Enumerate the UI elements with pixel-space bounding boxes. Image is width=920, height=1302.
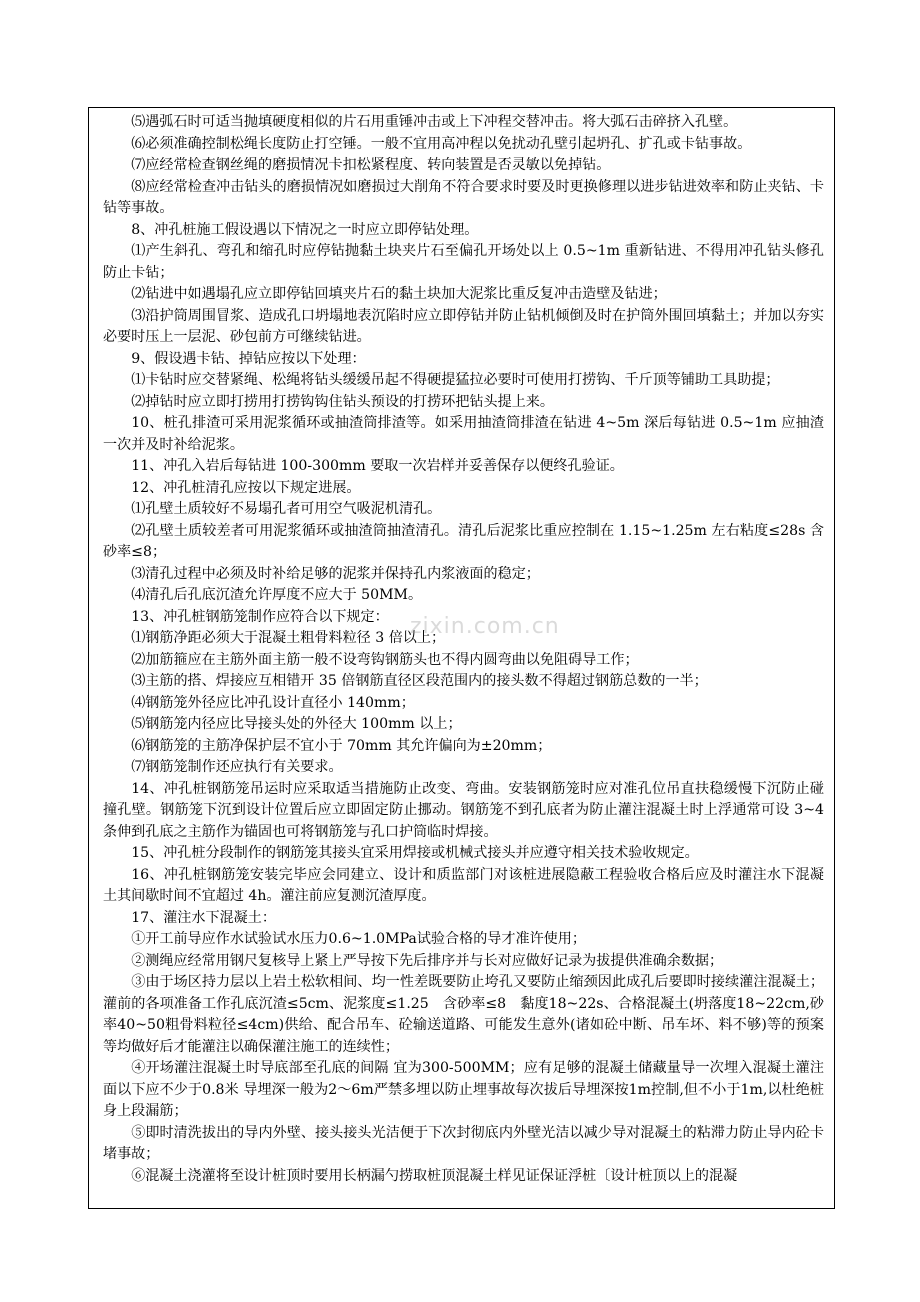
paragraph: ⑺应经常检查钢丝绳的磨损情况卡扣松紧程度、转向装置是否灵敏以免掉钻。 xyxy=(131,157,611,173)
paragraph: ⑹必须准确控制松绳长度防止打空锤。一般不宜用高冲程以免扰动孔壁引起坍孔、扩孔或卡钻事故。 xyxy=(131,135,752,152)
paragraph: ⑴钢筋净距必须大于混凝土粗骨料粒径 3 倍以上； xyxy=(131,630,446,646)
paragraph: 13、冲孔桩钢筋笼制作应符合以下规定： xyxy=(131,608,389,625)
paragraph: ⑵孔壁土质较差者可用泥浆循环或抽渣筒抽渣清孔。清孔后泥浆比重应控制在 1.15~1.25m 左右粘度≤28s 含砂率≤8； xyxy=(103,522,824,560)
paragraph: ⑹钢筋笼的主筋净保护层不宜小于 70mm 其允许偏向为±20mm； xyxy=(131,737,552,754)
paragraph: ⑴孔壁土质较好不易塌孔者可用空气吸泥机清孔。 xyxy=(131,501,442,517)
paragraph: ⑥混凝土浇灌将至设计桩顶时要用长柄漏勺捞取桩顶混凝土样见证保证浮桩〔设计桩顶以上的混凝 xyxy=(131,1167,738,1184)
paragraph: ⑶清孔过程中必须及时补给足够的泥浆并保持孔内浆液面的稳定； xyxy=(131,565,540,582)
paragraph: ⑶沿护筒周围冒浆、造成孔口坍塌地表沉陷时应立即停钻并防止钻机倾倒及时在护筒外围回填黏土；并加以夯实必要时压上一层泥、砂包前方可继续钻进。 xyxy=(103,307,824,345)
paragraph: ⑶主筋的搭、焊接应互相错开 35 倍钢筋直径区段范围内的接头数不得超过钢筋总数的一半； xyxy=(131,673,708,689)
document-body xyxy=(89,108,834,1187)
watermark: zixin.com.cn xyxy=(410,614,560,639)
paragraph: ⑵加筋箍应在主筋外面主筋一般不设弯钩钢筋头也不得内圆弯曲以免阻碍导工作； xyxy=(131,651,639,668)
paragraph: ⑵掉钻时应立即打捞用打捞钩钩住钻头预设的打捞环把钻头提上来。 xyxy=(131,393,554,410)
paragraph: ⑸钢筋笼内径应比导接头处的外径大 100mm 以上； xyxy=(131,716,462,732)
document-frame xyxy=(88,107,835,1209)
paragraph: ⑷清孔后孔底沉渣允许厚度不应大于 50MM。 xyxy=(131,587,423,603)
paragraph: ⑴卡钻时应交替紧绳、松绳将钻头缓缓吊起不得硬提猛拉必要时可使用打捞钩、千斤顶等铺助工具助提； xyxy=(131,372,780,388)
paragraph: 17、灌注水下混凝土： xyxy=(131,909,276,926)
paragraph: ④开场灌注混凝土时导底部至孔底的间隔 宜为300-500MM；应有足够的混凝土储藏量导一次埋入混凝土灌注面以下应不少于0.8米 导埋深一般为2～6m严禁多埋以防止埋事故每次拔后导埋深按1m控制,但不小于1m,以杜绝桩身上段漏筋； xyxy=(103,1060,824,1119)
paragraph: 10、桩孔排渣可采用泥浆循环或抽渣筒排渣等。如采用抽渣筒排渣在钻进 4~5m 深后每钻进 0.5~1m 应抽渣一次并及时补给泥浆。 xyxy=(103,415,824,453)
paragraph: 8、冲孔桩施工假设遇以下情况之一时应立即停钻处理。 xyxy=(131,221,479,238)
paragraph: 9、假设遇卡钻、掉钻应按以下处理： xyxy=(131,350,366,367)
paragraph: 11、冲孔入岩后每钻进 100-300mm 要取一次岩样并妥善保存以便终孔验证。 xyxy=(131,458,624,474)
paragraph: ①开工前导应作水试验试水压力0.6~1.0MPa试验合格的导才准许使用； xyxy=(131,931,586,947)
paragraph: 14、冲孔桩钢筋笼吊运时应采取适当措施防止改变、弯曲。安装钢筋笼时应对准孔位吊直扶稳缓慢下沉防止碰撞孔壁。钢筋笼下沉到设计位置后应立即固定防止挪动。钢筋笼不到孔底者为防止灌注混凝土时上浮通常可设 3~4 条伸到孔底之主筋作为锚固也可将钢筋笼与孔口护筒临时焊接。 xyxy=(103,780,824,840)
paragraph: ⑻应经常检查冲击钻头的磨损情况如磨损过大削角不符合要求时要及时更换修理以进步钻进效率和防止夹钻、卡钻等事故。 xyxy=(103,178,824,216)
paragraph: ⑴产生斜孔、弯孔和缩孔时应停钻抛黏土块夹片石至偏孔开场处以上 0.5~1m 重新钻进、不得用冲孔钻头修孔防止卡钻； xyxy=(103,243,824,281)
paragraph: ⑤即时清洗拔出的导内外壁、接头接头光洁便于下次封彻底内外壁光洁以减少导对混凝土的粘滞力防止导内砼卡堵事故； xyxy=(103,1124,824,1162)
paragraph: ③由于场区持力层以上岩土松软相间、均一性差既要防止垮孔又要防止缩颈因此成孔后要即时接续灌注混凝土；灌前的各项准备工作孔底沉渣≤5cm、泥浆度≤1.25 含砂率≤8 黏度18~22s、合格混凝土(坍落度18~22cm,砂率40~50粗骨料粒径≤4cm)供给、配合吊车、砼输送道路、可能发生意外(诸如砼中断、吊车坏、料不够)等的预案等均做好后才能灌注以确保灌注施工的连续性； xyxy=(103,974,824,1055)
paragraph: 16、冲孔桩钢筋笼安装完毕应会同建立、设计和质监部门对该桩进展隐蔽工程验收合格后应及时灌注水下混凝土其间歇时间不宜超过 4h。灌注前应复测沉渣厚度。 xyxy=(103,866,824,904)
paragraph: ⑷钢筋笼外径应比冲孔设计直径小 140mm； xyxy=(131,694,415,711)
paragraph: 12、冲孔桩清孔应按以下规定进展。 xyxy=(131,479,361,496)
paragraph: ⑵钻进中如遇塌孔应立即停钻回填夹片石的黏土块加大泥浆比重反复冲击造壁及钻进； xyxy=(131,286,667,302)
paragraph: ⑸遇弧石时可适当抛填硬度相似的片石用重锤冲击或上下冲程交替冲击。将大弧石击碎挤入孔壁。 xyxy=(131,114,738,130)
paragraph: ②测绳应经常用钢尺复核导上紧上严导按下先后排序并与长对应做好记录为拔提供准确余数据； xyxy=(131,952,724,969)
paragraph: ⑺钢筋笼制作还应执行有关要求。 xyxy=(131,759,343,775)
paragraph: 15、冲孔桩分段制作的钢筋笼其接头宜采用焊接或机械式接头并应遵守相关技术验收规定。 xyxy=(131,845,699,861)
